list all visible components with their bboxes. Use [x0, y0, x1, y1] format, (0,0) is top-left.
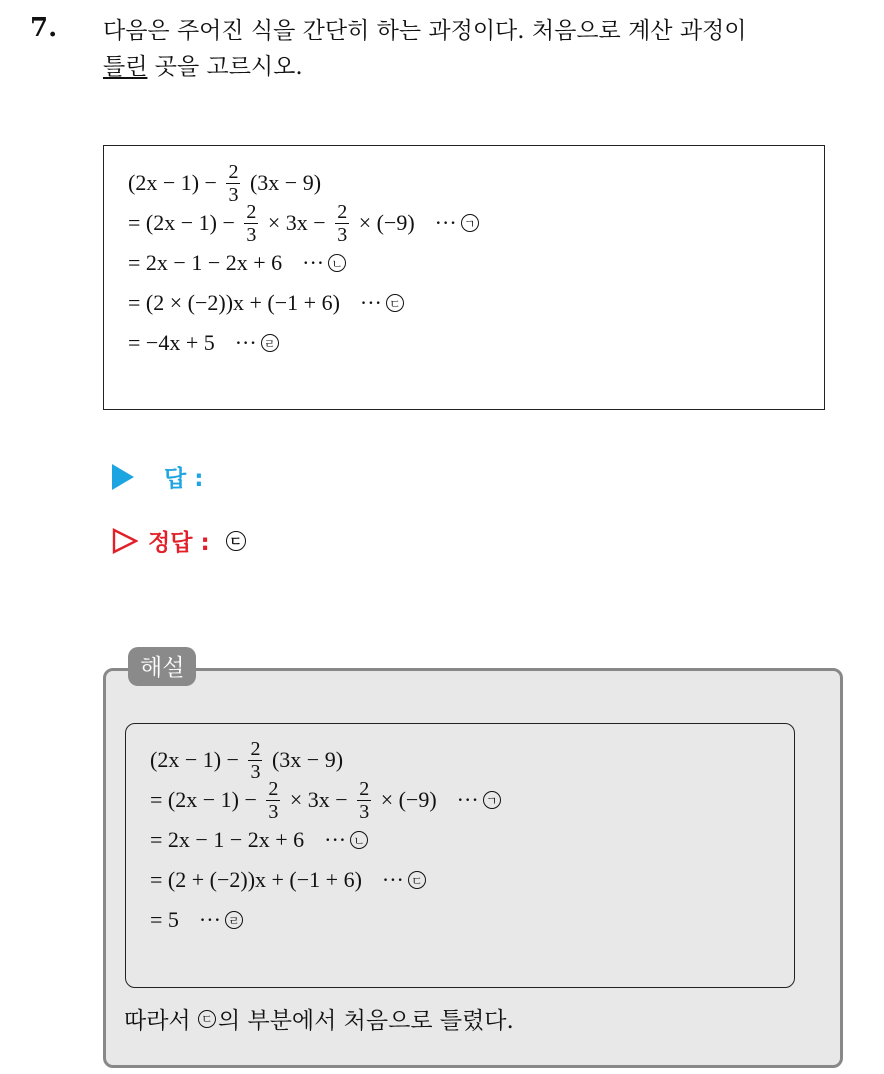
conclusion-text: 의 부분에서 처음으로 틀렸다.: [217, 1008, 514, 1034]
ellipsis: ···: [456, 787, 479, 812]
question-line-2-rest: 곳을 고르시오.: [147, 54, 303, 80]
derivation-line: [150, 777, 501, 823]
explanation-tab: 해설: [128, 647, 196, 686]
expression-text: (2x − 1) −: [128, 170, 223, 195]
correct-answer-label: 정답 :: [148, 530, 210, 556]
expression-text: × (−9): [375, 787, 437, 812]
conclusion-mark: ㄷ: [198, 1010, 216, 1028]
expression-text: = (2 + (−2))x + (−1 + 6): [150, 867, 362, 892]
expression-text: × 3x −: [284, 787, 354, 812]
fraction-denominator: 3: [246, 223, 257, 246]
expression-text: = −4x + 5: [128, 330, 215, 355]
correct-answer-row: [112, 524, 246, 557]
expression-text: = 5: [150, 907, 179, 932]
filled-triangle-icon: [112, 464, 134, 490]
fraction: [335, 201, 349, 246]
derivation-line: [150, 820, 501, 860]
step-marker: ㄱ: [461, 214, 479, 232]
expression-text: = (2 × (−2))x + (−1 + 6): [128, 290, 340, 315]
expression-text: = 2x − 1 − 2x + 6: [128, 250, 283, 275]
derivation-line: [150, 860, 501, 900]
fraction: [248, 738, 262, 783]
derivation-line: [128, 243, 479, 283]
expression-text: = 2x − 1 − 2x + 6: [150, 827, 305, 852]
fraction-denominator: 3: [268, 800, 279, 823]
answer-label: 답 :: [164, 466, 204, 492]
ellipsis: ···: [324, 827, 347, 852]
ellipsis: ···: [234, 330, 257, 355]
conclusion: [124, 1002, 514, 1035]
step-marker: ㄴ: [328, 254, 346, 272]
expression-text: = (2x − 1) −: [150, 787, 263, 812]
derivation-line: [150, 900, 501, 940]
question-line-2: [103, 49, 873, 85]
step-marker: ㄹ: [261, 334, 279, 352]
fraction-numerator: 2: [359, 777, 370, 800]
expression-text: = (2x − 1) −: [128, 210, 241, 235]
step-marker: ㄹ: [225, 911, 243, 929]
expression-text: × 3x −: [262, 210, 332, 235]
fraction: [244, 201, 258, 246]
derivation-line: [128, 200, 479, 246]
derivation-line: [128, 323, 479, 363]
step-marker: ㄷ: [386, 294, 404, 312]
expression-text: (3x − 9): [266, 747, 344, 772]
expression-text: × (−9): [353, 210, 415, 235]
ellipsis: ···: [302, 250, 325, 275]
fraction-denominator: 3: [337, 223, 348, 246]
expression-text: (3x − 9): [244, 170, 322, 195]
fraction: [266, 778, 280, 823]
question-line-1: 다음은 주어진 식을 간단히 하는 과정이다. 처음으로 계산 과정이: [103, 18, 747, 44]
fraction-numerator: 2: [250, 737, 261, 760]
question-text: [103, 13, 873, 85]
explanation-derivation: [150, 737, 501, 940]
ellipsis: ···: [198, 907, 221, 932]
conclusion-prefix: 따라서: [124, 1008, 198, 1034]
derivation-line: [128, 160, 479, 206]
fraction-denominator: 3: [250, 760, 261, 783]
underlined-word: 틀린: [103, 54, 148, 80]
step-marker: ㄷ: [408, 871, 426, 889]
fraction-denominator: 3: [228, 183, 239, 206]
expression-text: (2x − 1) −: [150, 747, 245, 772]
ellipsis: ···: [359, 290, 382, 315]
fraction-numerator: 2: [228, 160, 239, 183]
step-marker: ㄱ: [483, 791, 501, 809]
step-marker: ㄴ: [350, 831, 368, 849]
fraction: [226, 161, 240, 206]
ellipsis: ···: [381, 867, 404, 892]
fraction-denominator: 3: [359, 800, 370, 823]
fraction: [357, 778, 371, 823]
fraction-numerator: 2: [246, 200, 257, 223]
derivation-line: [128, 283, 479, 323]
ellipsis: ···: [434, 210, 457, 235]
outline-triangle-icon: [112, 528, 138, 554]
problem-derivation: [128, 160, 479, 363]
fraction-numerator: 2: [268, 777, 279, 800]
answer-row: [112, 460, 203, 493]
correct-answer-value: ㄷ: [226, 531, 246, 551]
derivation-line: [150, 737, 501, 783]
fraction-numerator: 2: [337, 200, 348, 223]
question-number: 7.: [30, 13, 58, 43]
